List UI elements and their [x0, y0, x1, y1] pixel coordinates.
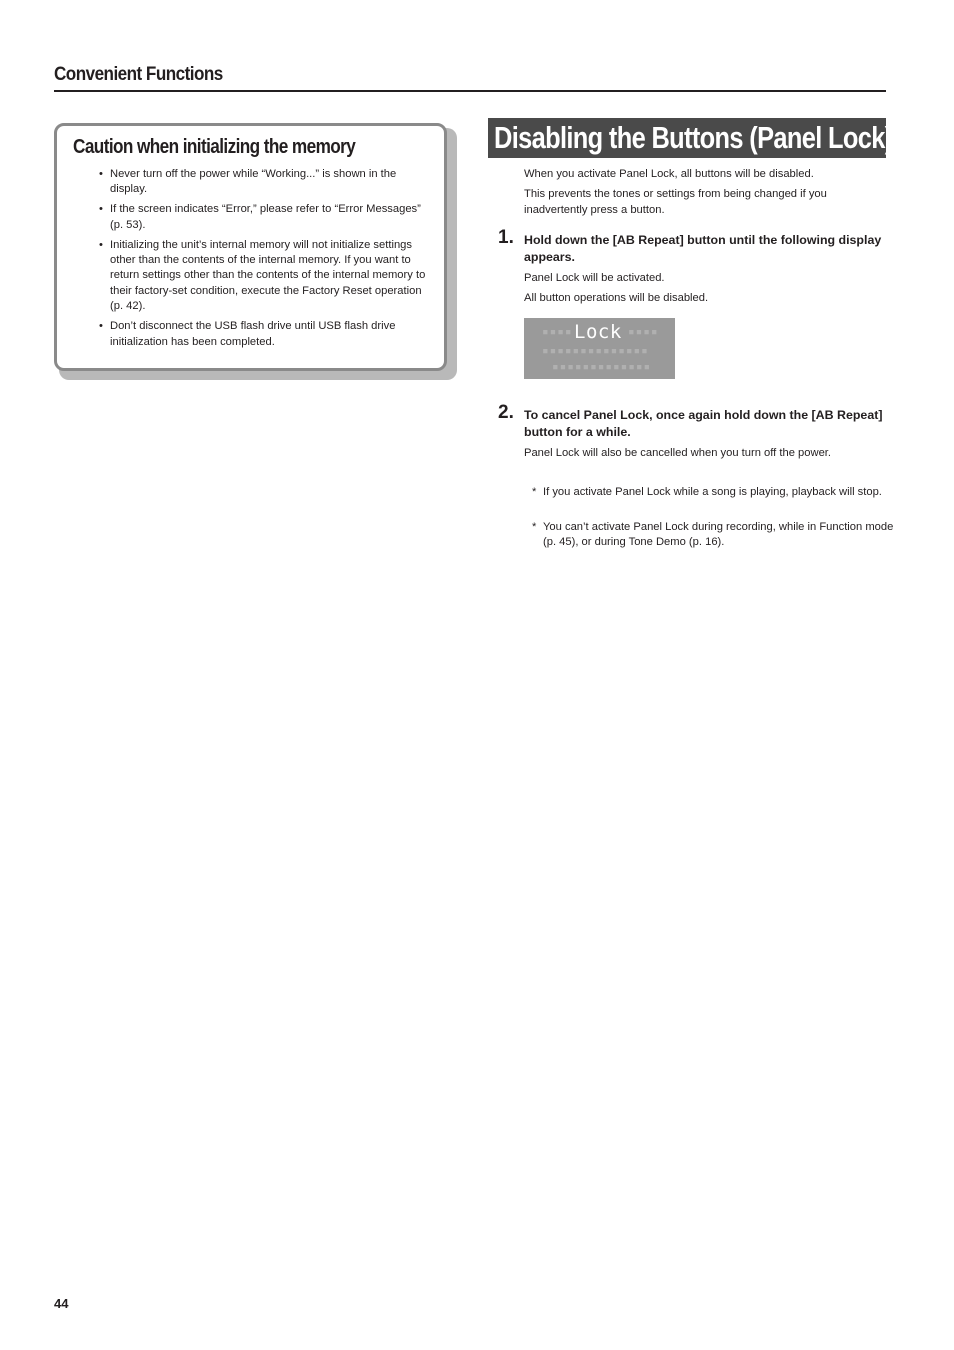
- list-item: • Never turn off the power while “Working...” is shown in the display.: [99, 168, 397, 196]
- bullet-icon: •: [99, 203, 103, 216]
- step-heading: To cancel Panel Lock, once again hold down the [AB Repeat] button for a while.: [524, 408, 883, 439]
- lcd-dot-matrix: ▪▪▪▪: [628, 325, 659, 338]
- step-body: Panel Lock will be activated.: [524, 272, 665, 284]
- asterisk-icon: *: [532, 521, 537, 533]
- asterisk-icon: *: [532, 486, 537, 498]
- intro-paragraph: This prevents the tones or settings from being changed if you inadvertently press a button.: [524, 188, 827, 216]
- step-body: All button operations will be disabled.: [524, 292, 709, 304]
- main-title-bar: [488, 118, 893, 158]
- lcd-dot-matrix: ▪▪▪▪▪▪▪▪▪▪▪▪▪: [552, 360, 652, 373]
- bullet-icon: •: [99, 320, 103, 333]
- list-item: • Initializing the unit’s internal memory will not initialize settings other than the contents of the internal memory. If you want to return settings other than the contents of the internal memory to their factory-set condition, execute the Factory Reset operation (p. 42).: [99, 238, 426, 313]
- step-number: 1.: [498, 227, 514, 248]
- step-heading: Hold down the [AB Repeat] button until the following display appears.: [524, 233, 882, 264]
- note-item: * You can’t activate Panel Lock during recording, while in Function mode (p. 45), or during Tone Demo (p. 16).: [532, 521, 894, 549]
- caution-box: [54, 123, 447, 371]
- step-body: Panel Lock will also be cancelled when you turn off the power.: [524, 447, 832, 459]
- section-title: Convenient Functions: [54, 64, 223, 85]
- lcd-display: [524, 318, 675, 379]
- lcd-text: Lock: [574, 321, 622, 343]
- bullet-icon: •: [99, 238, 103, 251]
- list-item: • Don’t disconnect the USB flash drive until USB flash drive initialization has been completed.: [99, 320, 396, 348]
- caution-title: Caution when initializing the memory: [73, 136, 356, 158]
- page-title: Disabling the Buttons (Panel Lock): [494, 120, 893, 155]
- list-item: • If the screen indicates “Error,” please refer to “Error Messages” (p. 53).: [99, 203, 421, 231]
- lcd-dot-matrix: ▪▪▪▪: [542, 325, 573, 338]
- intro-paragraph: When you activate Panel Lock, all buttons will be disabled.: [524, 168, 814, 180]
- page-number: 44: [54, 1296, 69, 1311]
- bullet-icon: •: [99, 168, 103, 180]
- lcd-dot-matrix: ▪▪▪▪▪▪▪▪▪▪▪▪▪▪: [542, 344, 649, 357]
- step-number: 2.: [498, 402, 514, 423]
- caution-list: [99, 167, 434, 354]
- note-item: * If you activate Panel Lock while a song is playing, playback will stop.: [532, 485, 897, 500]
- section-header: [54, 64, 886, 92]
